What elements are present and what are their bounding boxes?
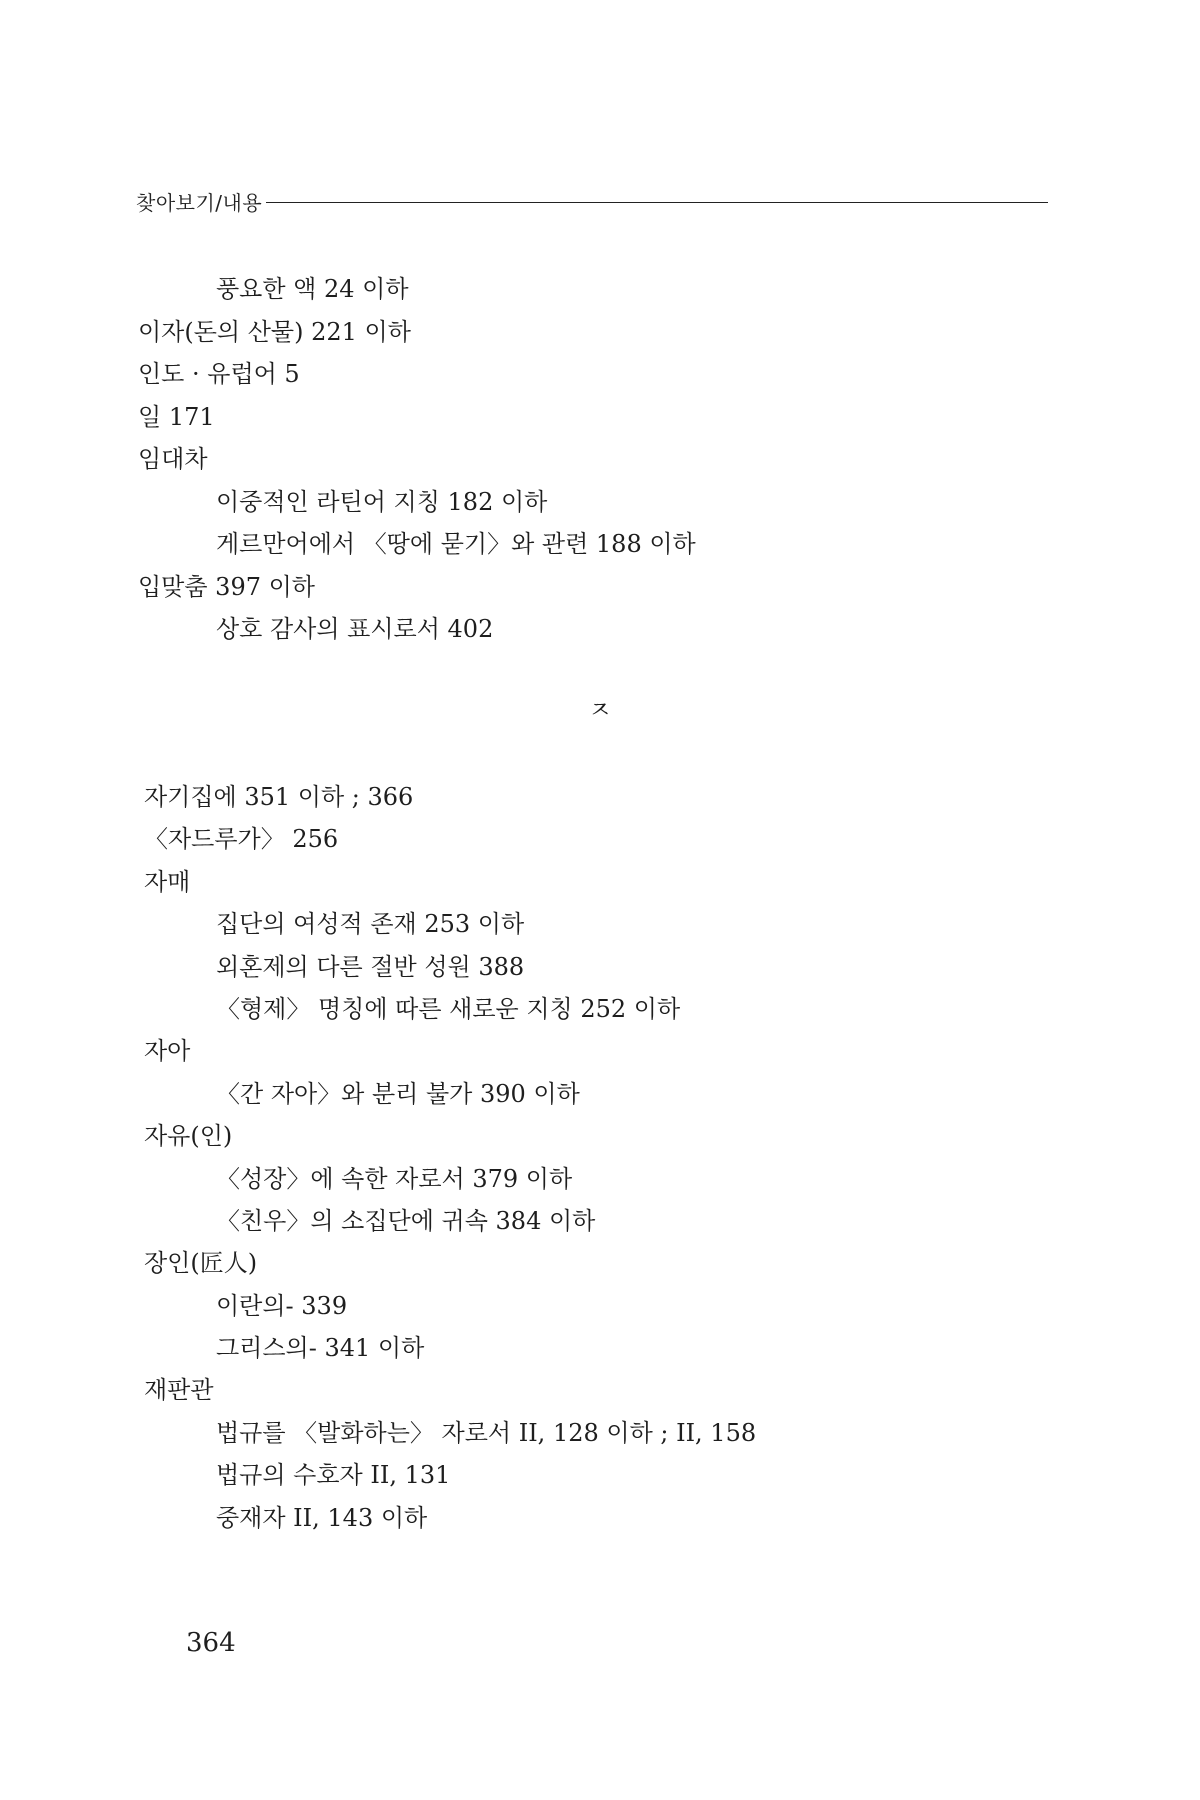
index-entry: 임대차 xyxy=(138,445,208,473)
section-letter: ㅈ xyxy=(588,696,612,724)
index-entry: 이자(돈의 산물) 221 이하 xyxy=(138,317,411,346)
running-head-title: 찾아보기/내용 xyxy=(136,190,263,215)
index-subentry: 이란의- 339 xyxy=(216,1291,348,1320)
index-subentry: 풍요한 액 24 이하 xyxy=(216,275,409,303)
index-subentry: 〈성장〉에 속한 자로서 379 이하 xyxy=(216,1164,573,1193)
index-subentry: 외혼제의 다른 절반 성원 388 xyxy=(216,952,525,981)
running-head-rule xyxy=(266,202,1048,203)
index-subentry: 그리스의- 341 이하 xyxy=(216,1334,425,1363)
index-subentry: 법규를 〈발화하는〉 자로서 II, 128 이하 ; II, 158 xyxy=(216,1418,757,1447)
index-entry: 자매 xyxy=(144,867,191,896)
index-entry: 〈자드루가〉 256 xyxy=(144,825,339,854)
index-entry: 장인(匠人) xyxy=(144,1249,258,1278)
index-subentry: 법규의 수호자 II, 131 xyxy=(216,1461,451,1490)
index-entry: 입맞춤 397 이하 xyxy=(138,572,315,601)
index-entry: 인도 · 유럽어 5 xyxy=(138,360,300,388)
index-subentry: 게르만어에서 〈땅에 묻기〉와 관련 188 이하 xyxy=(216,530,696,558)
index-subentry: 〈간 자아〉와 분리 불가 390 이하 xyxy=(216,1079,580,1108)
index-entries-top xyxy=(138,268,1038,651)
index-subentry: 상호 감사의 표시로서 402 xyxy=(216,615,494,643)
index-entry: 일 171 xyxy=(138,402,215,431)
index-entries-bottom xyxy=(144,776,1044,1539)
page-number: 364 xyxy=(186,1628,236,1658)
index-entry: 재판관 xyxy=(144,1376,214,1405)
index-subentry: 이중적인 라틴어 지칭 182 이하 xyxy=(216,487,548,516)
index-entry: 자아 xyxy=(144,1037,191,1066)
index-entry: 자유(인) xyxy=(144,1122,233,1151)
index-entry: 자기집에 351 이하 ; 366 xyxy=(144,783,414,811)
running-head xyxy=(136,186,1048,216)
index-subentry: 집단의 여성적 존재 253 이하 xyxy=(216,910,525,939)
index-subentry: 중재자 II, 143 이하 xyxy=(216,1503,428,1532)
index-subentry: 〈친우〉의 소집단에 귀속 384 이하 xyxy=(216,1206,596,1235)
index-subentry: 〈형제〉 명칭에 따른 새로운 지칭 252 이하 xyxy=(216,994,681,1023)
